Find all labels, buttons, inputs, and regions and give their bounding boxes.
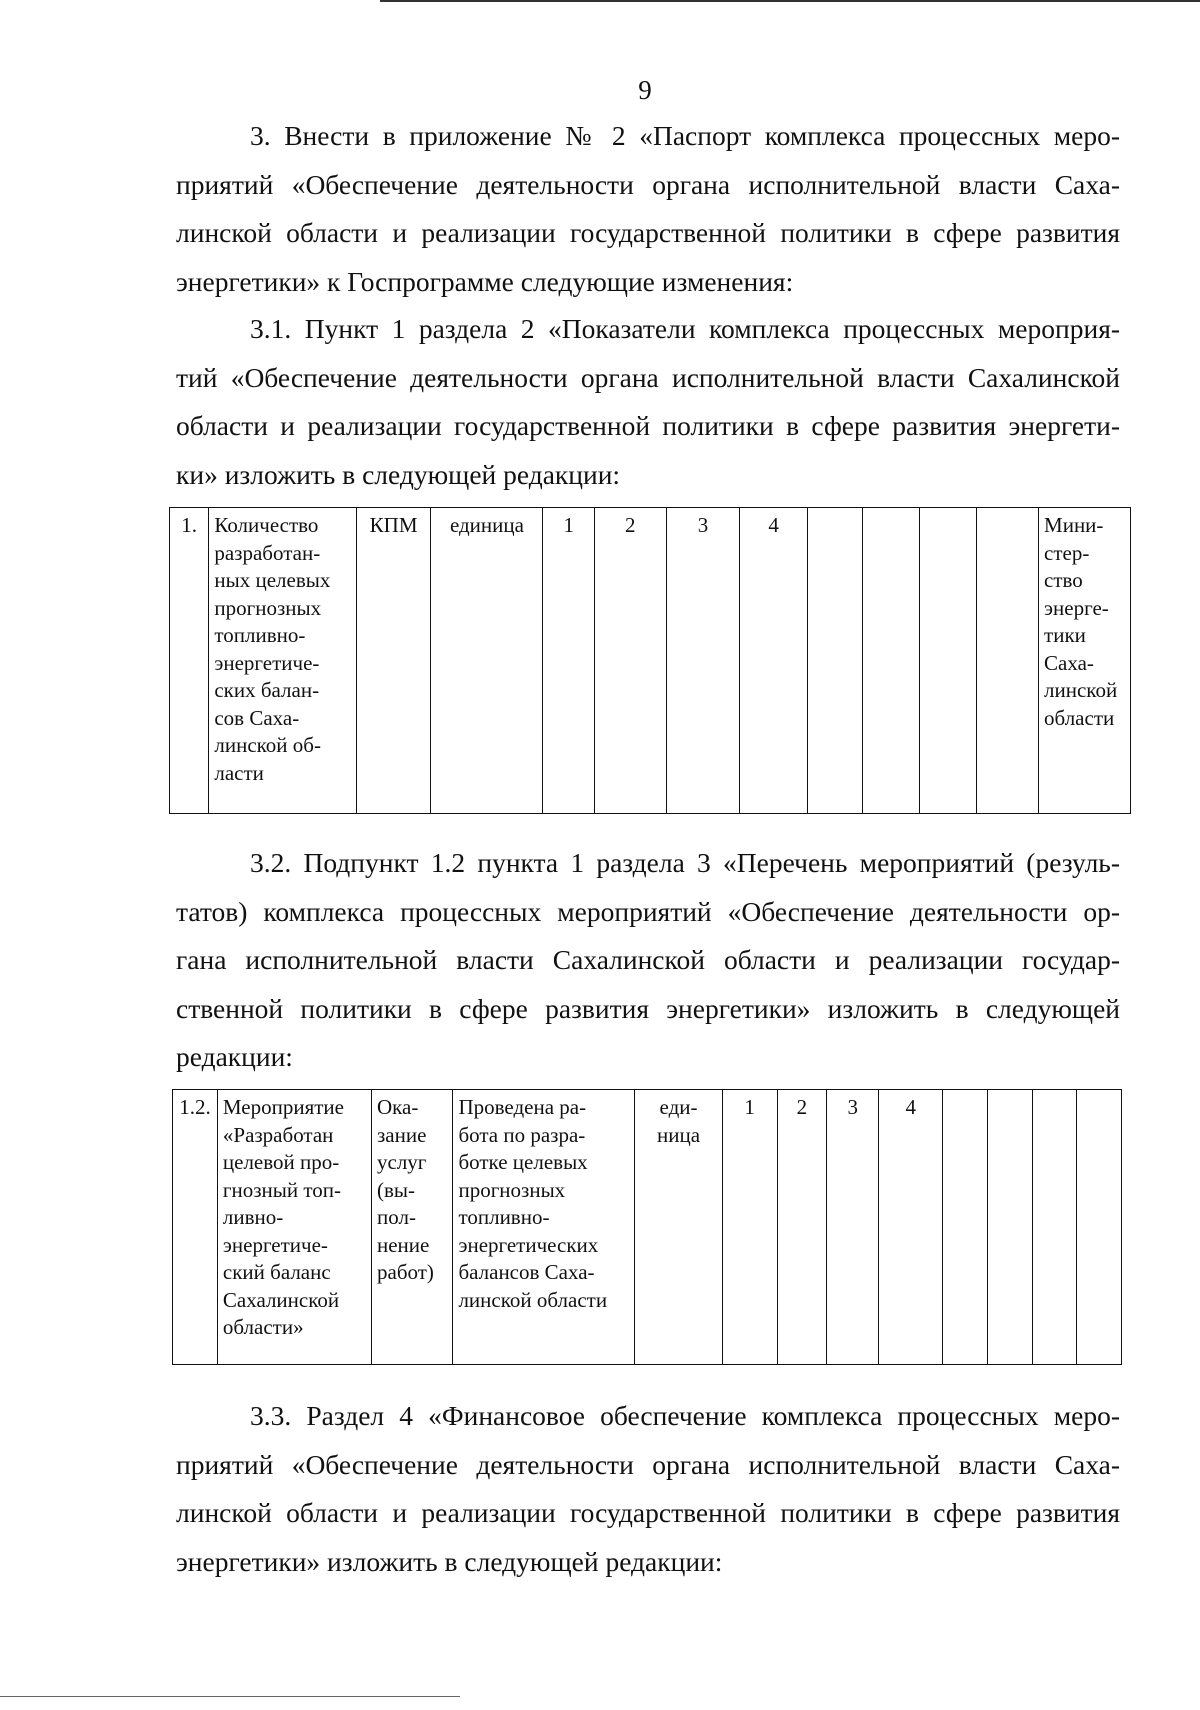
bottom-rule bbox=[0, 1696, 460, 1697]
paragraph-3-2 bbox=[176, 839, 1120, 1082]
cell-value-8 bbox=[977, 508, 1039, 814]
table-row bbox=[173, 1090, 1122, 1365]
paragraph-line: линской области и реализации государственной политики в сфере развития bbox=[176, 217, 1120, 248]
paragraph-line: приятий «Обеспечение деятельности органа исполнительной власти Саха- bbox=[176, 168, 1120, 200]
cell-value-5 bbox=[943, 1090, 988, 1365]
paragraph-line: ки» изложить в следующей редакции: bbox=[176, 458, 621, 490]
cell-result: Проведена ра- бота по разра- ботке целевых прогнозных топливно- энергетических балансов Саха- линской области bbox=[453, 1090, 635, 1365]
indicators-table bbox=[169, 507, 1131, 814]
cell-type: КПМ bbox=[356, 508, 431, 814]
cell-value-3: 3 bbox=[827, 1090, 879, 1365]
cell-value-7 bbox=[1032, 1090, 1077, 1365]
paragraph-line: тий «Обеспечение деятельности органа исполнительной власти Сахалинской bbox=[176, 361, 1120, 393]
paragraph-line: 3. Внести в приложение № 2 «Паспорт комплекса процессных меро- bbox=[250, 120, 1120, 151]
cell-responsible: Мини- стер- ство энерге- тики Саха- линской области bbox=[1039, 508, 1131, 814]
cell-unit: еди- ница bbox=[635, 1090, 723, 1365]
paragraph-line: гана исполнительной власти Сахалинской области и реализации государ- bbox=[176, 944, 1120, 975]
cell-value-2: 2 bbox=[594, 508, 666, 814]
cell-number: 1.2. bbox=[173, 1090, 218, 1365]
cell-value-1: 1 bbox=[543, 508, 594, 814]
cell-value-3: 3 bbox=[666, 508, 740, 814]
cell-activity-name: Мероприятие «Разработан целевой про- гнозный топ- ливно- энергетиче- ский баланс Сахалинской области» bbox=[217, 1090, 371, 1365]
paragraph-line: редакции: bbox=[176, 1041, 293, 1072]
cell-value-6 bbox=[988, 1090, 1033, 1365]
top-rule bbox=[380, 0, 1200, 2]
cell-activity-type: Ока- зание услуг (вы- пол- нение работ) bbox=[372, 1090, 453, 1365]
paragraph-line: татов) комплекса процессных мероприятий «Обеспечение деятельности ор- bbox=[176, 895, 1120, 927]
paragraph-3-3 bbox=[176, 1392, 1120, 1586]
paragraph-3 bbox=[176, 112, 1120, 306]
paragraph-line: ственной политики в сфере развития энергетики» изложить в следующей bbox=[176, 992, 1120, 1024]
cell-number: 1. bbox=[170, 508, 209, 814]
paragraph-line: области и реализации государственной политики в сфере развития энергети- bbox=[176, 410, 1120, 441]
paragraph-line: 3.1. Пункт 1 раздела 2 «Показатели комплекса процессных мероприя- bbox=[250, 313, 1120, 344]
cell-value-7 bbox=[919, 508, 977, 814]
paragraph-3-1 bbox=[176, 305, 1120, 499]
cell-value-4: 4 bbox=[879, 1090, 943, 1365]
cell-indicator-name: Количество разработан- ных целевых прогнозных топливно- энергетиче- ских балан- сов Саха- линской об- ласти bbox=[209, 508, 356, 814]
paragraph-line: энергетики» к Госпрограмме следующие изменения: bbox=[176, 265, 794, 297]
paragraph-line: линской области и реализации государственной политики в сфере развития bbox=[176, 1497, 1120, 1528]
page-number: 9 bbox=[638, 75, 652, 105]
cell-value-8 bbox=[1077, 1090, 1122, 1365]
cell-value-4: 4 bbox=[740, 508, 808, 814]
cell-value-5 bbox=[807, 508, 863, 814]
cell-value-2: 2 bbox=[777, 1090, 827, 1365]
paragraph-line: приятий «Обеспечение деятельности органа исполнительной власти Саха- bbox=[176, 1448, 1120, 1480]
table-row bbox=[170, 508, 1131, 814]
cell-value-1: 1 bbox=[722, 1090, 777, 1365]
paragraph-line: 3.2. Подпункт 1.2 пункта 1 раздела 3 «Перечень мероприятий (резуль- bbox=[250, 847, 1120, 878]
activities-table bbox=[172, 1089, 1122, 1365]
cell-unit: единица bbox=[431, 508, 543, 814]
paragraph-line: 3.3. Раздел 4 «Финансовое обеспечение комплекса процессных меро- bbox=[250, 1400, 1120, 1431]
cell-value-6 bbox=[863, 508, 920, 814]
paragraph-line: энергетики» изложить в следующей редакции: bbox=[176, 1545, 723, 1577]
